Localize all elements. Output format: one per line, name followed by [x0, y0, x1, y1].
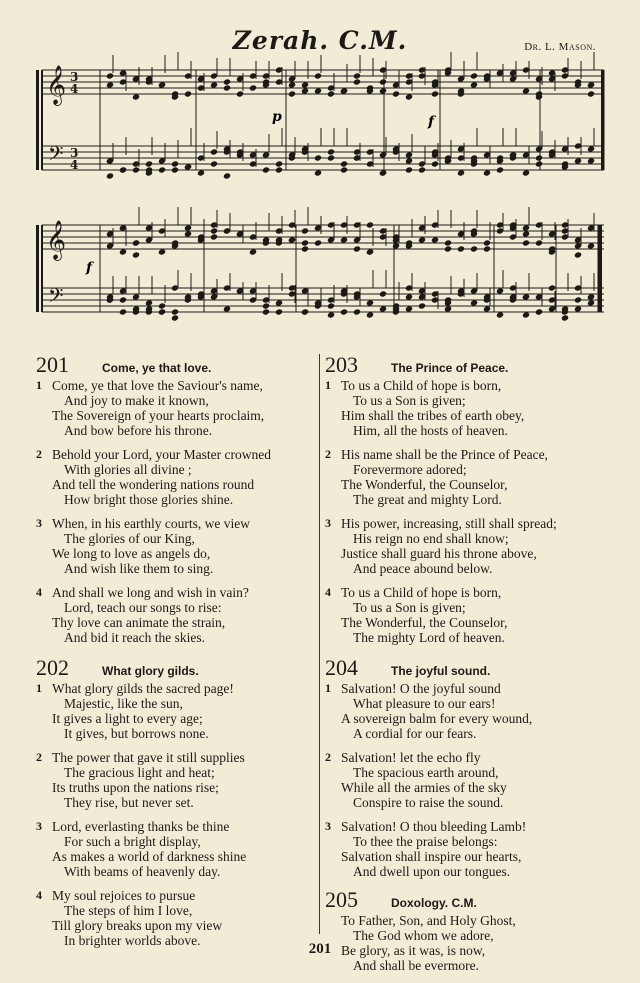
verse-line	[325, 795, 610, 810]
verse-line	[36, 492, 318, 507]
composer-credit: Dr. L. Mason.	[524, 41, 596, 53]
verse-text: Its truths upon the nations rise;	[52, 780, 219, 795]
verse-line	[36, 795, 318, 810]
verse-text: Him, all the hosts of heaven.	[353, 423, 508, 438]
verse-text: How bright those glories shine.	[64, 492, 234, 507]
hymn-number: 205	[325, 887, 358, 912]
hymn	[325, 655, 610, 879]
verse-line	[325, 378, 610, 393]
stanza	[36, 750, 318, 810]
verse-text: My soul rejoices to pursue	[52, 888, 196, 903]
verse-line	[325, 492, 610, 507]
verse-line	[36, 561, 318, 576]
verse-line	[36, 726, 318, 741]
verse-text: And joy to make it known,	[64, 393, 209, 408]
verse-text: To us a Child of hope is born,	[341, 378, 502, 393]
verse-line	[36, 378, 318, 393]
verse-text: For such a bright display,	[64, 834, 201, 849]
verse-text: In brighter worlds above.	[64, 933, 201, 948]
stanza	[36, 888, 318, 948]
hymn-number: 202	[36, 655, 69, 680]
hymn	[325, 887, 610, 973]
verse-text: What pleasure to our ears!	[353, 696, 496, 711]
verse-text: A cordial for our fears.	[353, 726, 477, 741]
hymn-number: 204	[325, 655, 358, 680]
hymn	[36, 352, 318, 645]
verse-line	[325, 423, 610, 438]
verse-line	[36, 780, 318, 795]
left-column	[36, 352, 318, 958]
verse-line	[325, 780, 610, 795]
verse-line	[325, 726, 610, 741]
verse-line	[325, 913, 610, 928]
verse-text: The Sovereign of your hearts proclaim,	[52, 408, 265, 423]
verse-line	[36, 834, 318, 849]
verse-line	[36, 408, 318, 423]
dynamic-f: f	[86, 260, 93, 276]
verse-text: Him shall the tribes of earth obey,	[341, 408, 525, 423]
verse-number: 1	[325, 378, 331, 392]
verse-line	[36, 585, 318, 600]
svg-text:4: 4	[70, 158, 79, 172]
verse-line	[36, 681, 318, 696]
verse-line	[325, 615, 610, 630]
hymn	[36, 655, 318, 948]
verse-text: Lord, teach our songs to rise:	[64, 600, 222, 615]
verse-text: And dwell upon our tongues.	[353, 864, 511, 879]
verse-text: To us a Child of hope is born,	[341, 585, 502, 600]
verse-number: 2	[325, 447, 331, 461]
verse-text: And tell the wondering nations round	[52, 477, 255, 492]
stanza	[36, 681, 318, 741]
svg-text:𝄢: 𝄢	[48, 142, 64, 170]
hymn-header	[325, 655, 610, 681]
verse-text: The great and mighty Lord.	[353, 492, 502, 507]
verse-line	[36, 462, 318, 477]
music-score	[0, 0, 640, 345]
svg-text:3: 3	[70, 70, 79, 84]
verse-line	[36, 546, 318, 561]
verse-text: Lord, everlasting thanks be thine	[52, 819, 230, 834]
verse-text: They rise, but never set.	[64, 795, 194, 810]
stanza	[36, 516, 318, 576]
right-column	[325, 352, 610, 983]
verse-text: As makes a world of darkness shine	[52, 849, 247, 864]
svg-text:4: 4	[70, 82, 79, 96]
stanza	[325, 378, 610, 438]
verse-line	[36, 516, 318, 531]
verse-text: The glories of our King,	[64, 531, 195, 546]
verse-line	[325, 585, 610, 600]
hymn-header	[36, 352, 318, 378]
verse-text: Conspire to raise the sound.	[353, 795, 504, 810]
verse-line	[325, 750, 610, 765]
stanza	[325, 819, 610, 879]
verse-text: To Father, Son, and Holy Ghost,	[341, 913, 516, 928]
verse-line	[325, 958, 610, 973]
verse-text: To us a Son is given;	[353, 393, 466, 408]
verse-line	[36, 630, 318, 645]
verse-text: And shall we long and wish in vain?	[52, 585, 249, 600]
verse-line	[36, 888, 318, 903]
verse-text: While all the armies of the sky	[341, 780, 507, 795]
verse-number: 3	[325, 819, 331, 833]
verse-line	[36, 531, 318, 546]
verse-text: With glories all divine ;	[64, 462, 192, 477]
stanza	[36, 378, 318, 438]
verse-number: 3	[36, 516, 42, 530]
verse-text: A sovereign balm for every wound,	[341, 711, 533, 726]
verse-text: And shall be evermore.	[353, 958, 479, 973]
stanza	[325, 447, 610, 507]
page-number: 201	[308, 941, 332, 957]
dynamic-p: p	[272, 109, 282, 125]
verse-text: To us a Son is given;	[353, 600, 466, 615]
verse-text: The gracious light and heat;	[64, 765, 215, 780]
hymn-title: The Prince of Peace.	[391, 361, 509, 375]
verse-text: The power that gave it still supplies	[52, 750, 245, 765]
verse-text: Come, ye that love the Saviour's name,	[52, 378, 263, 393]
verse-text: And bid it reach the skies.	[64, 630, 205, 645]
stanza	[325, 516, 610, 576]
verse-text: Salvation! let the echo fly	[341, 750, 481, 765]
verse-line	[325, 849, 610, 864]
staff-lines	[36, 70, 604, 312]
verse-text: Majestic, like the sun,	[64, 696, 183, 711]
verse-line	[325, 696, 610, 711]
verse-number: 3	[325, 516, 331, 530]
verse-line	[36, 477, 318, 492]
verse-text: And bow before his throne.	[64, 423, 213, 438]
verse-line	[36, 849, 318, 864]
verse-line	[325, 765, 610, 780]
verse-text: Salvation! O thou bleeding Lamb!	[341, 819, 527, 834]
verse-text: His name shall be the Prince of Peace,	[341, 447, 548, 462]
verse-line	[325, 681, 610, 696]
stanza	[325, 750, 610, 810]
verse-line	[36, 447, 318, 462]
svg-text:𝄞: 𝄞	[46, 220, 67, 260]
verse-line	[325, 531, 610, 546]
verse-number: 1	[325, 681, 331, 695]
verse-line	[325, 819, 610, 834]
verse-text: When, in his earthly courts, we view	[52, 516, 250, 531]
verse-number: 3	[36, 819, 42, 833]
stanza	[36, 585, 318, 645]
dynamic-f: f	[428, 114, 435, 130]
verse-text: And wish like them to sing.	[64, 561, 214, 576]
verse-text: The Wonderful, the Counselor,	[341, 477, 508, 492]
verse-line	[325, 600, 610, 615]
verse-line	[36, 750, 318, 765]
verse-text: Behold your Lord, your Master crowned	[52, 447, 271, 462]
verse-number: 4	[325, 585, 331, 599]
verse-line	[325, 546, 610, 561]
hymn-number: 201	[36, 352, 69, 377]
stanza	[325, 585, 610, 645]
verse-line	[325, 630, 610, 645]
svg-text:𝄢: 𝄢	[48, 284, 64, 312]
verse-number: 2	[36, 447, 42, 461]
svg-text:3: 3	[70, 146, 79, 160]
svg-text:𝄞: 𝄞	[46, 65, 67, 105]
clefs-and-marks	[46, 65, 78, 312]
verse-text: Till glory breaks upon my view	[52, 918, 223, 933]
tune-title: Zerah. C.M.	[232, 26, 408, 55]
verse-line	[325, 447, 610, 462]
verse-text: What glory gilds the sacred page!	[52, 681, 234, 696]
verse-text: The God whom we adore,	[353, 928, 494, 943]
verse-number: 1	[36, 378, 42, 392]
verse-text: Forevermore adored;	[353, 462, 467, 477]
verse-line	[36, 393, 318, 408]
verse-text: The spacious earth around,	[353, 765, 499, 780]
hymn-header	[325, 887, 610, 913]
verse-line	[325, 711, 610, 726]
verse-text: His reign no end shall know;	[353, 531, 509, 546]
verse-line	[36, 903, 318, 918]
stanza	[36, 819, 318, 879]
hymn-title: Come, ye that love.	[102, 361, 212, 375]
verse-line	[325, 516, 610, 531]
verse-number: 4	[36, 888, 42, 902]
verse-text: We long to love as angels do,	[52, 546, 211, 561]
verse-line	[36, 696, 318, 711]
verse-number: 4	[36, 585, 42, 599]
hymn-header	[325, 352, 610, 378]
verse-line	[325, 834, 610, 849]
verse-text: The mighty Lord of heaven.	[353, 630, 505, 645]
verse-text: The Wonderful, the Counselor,	[341, 615, 508, 630]
verse-text: To thee the praise belongs:	[353, 834, 498, 849]
verse-line	[36, 711, 318, 726]
notes	[106, 52, 595, 322]
verse-text: And peace abound below.	[353, 561, 493, 576]
verse-line	[36, 615, 318, 630]
verse-text: His power, increasing, still shall spread;	[341, 516, 557, 531]
verse-text: Salvation shall inspire our hearts,	[341, 849, 522, 864]
stanza	[36, 447, 318, 507]
verse-line	[36, 819, 318, 834]
verse-text: It gives a light to every age;	[52, 711, 203, 726]
hymn-title: Doxology. C.M.	[391, 896, 477, 910]
verse-text: Justice shall guard his throne above,	[341, 546, 537, 561]
hymn-header	[36, 655, 318, 681]
verse-text: Be glory, as it was, is now,	[341, 943, 486, 958]
verse-line	[325, 408, 610, 423]
verse-text: With beams of heavenly day.	[64, 864, 221, 879]
verse-line	[325, 864, 610, 879]
stanza	[325, 681, 610, 741]
verse-line	[36, 423, 318, 438]
verse-number: 2	[36, 750, 42, 764]
verse-line	[325, 393, 610, 408]
verse-line	[36, 864, 318, 879]
verse-text: The steps of him I love,	[64, 903, 193, 918]
hymn-title: What glory gilds.	[102, 664, 199, 678]
verse-number: 1	[36, 681, 42, 695]
verse-text: Salvation! O the joyful sound	[341, 681, 501, 696]
verse-line	[325, 561, 610, 576]
verse-text: Thy love can animate the strain,	[52, 615, 226, 630]
verse-line	[36, 918, 318, 933]
column-divider	[319, 354, 320, 934]
verse-line	[325, 462, 610, 477]
verse-line	[325, 477, 610, 492]
hymn	[325, 352, 610, 645]
hymn-number: 203	[325, 352, 358, 377]
verse-number: 2	[325, 750, 331, 764]
verse-line	[36, 765, 318, 780]
hymn-title: The joyful sound.	[391, 664, 491, 678]
verse-line	[36, 600, 318, 615]
verse-text: It gives, but borrows none.	[64, 726, 209, 741]
